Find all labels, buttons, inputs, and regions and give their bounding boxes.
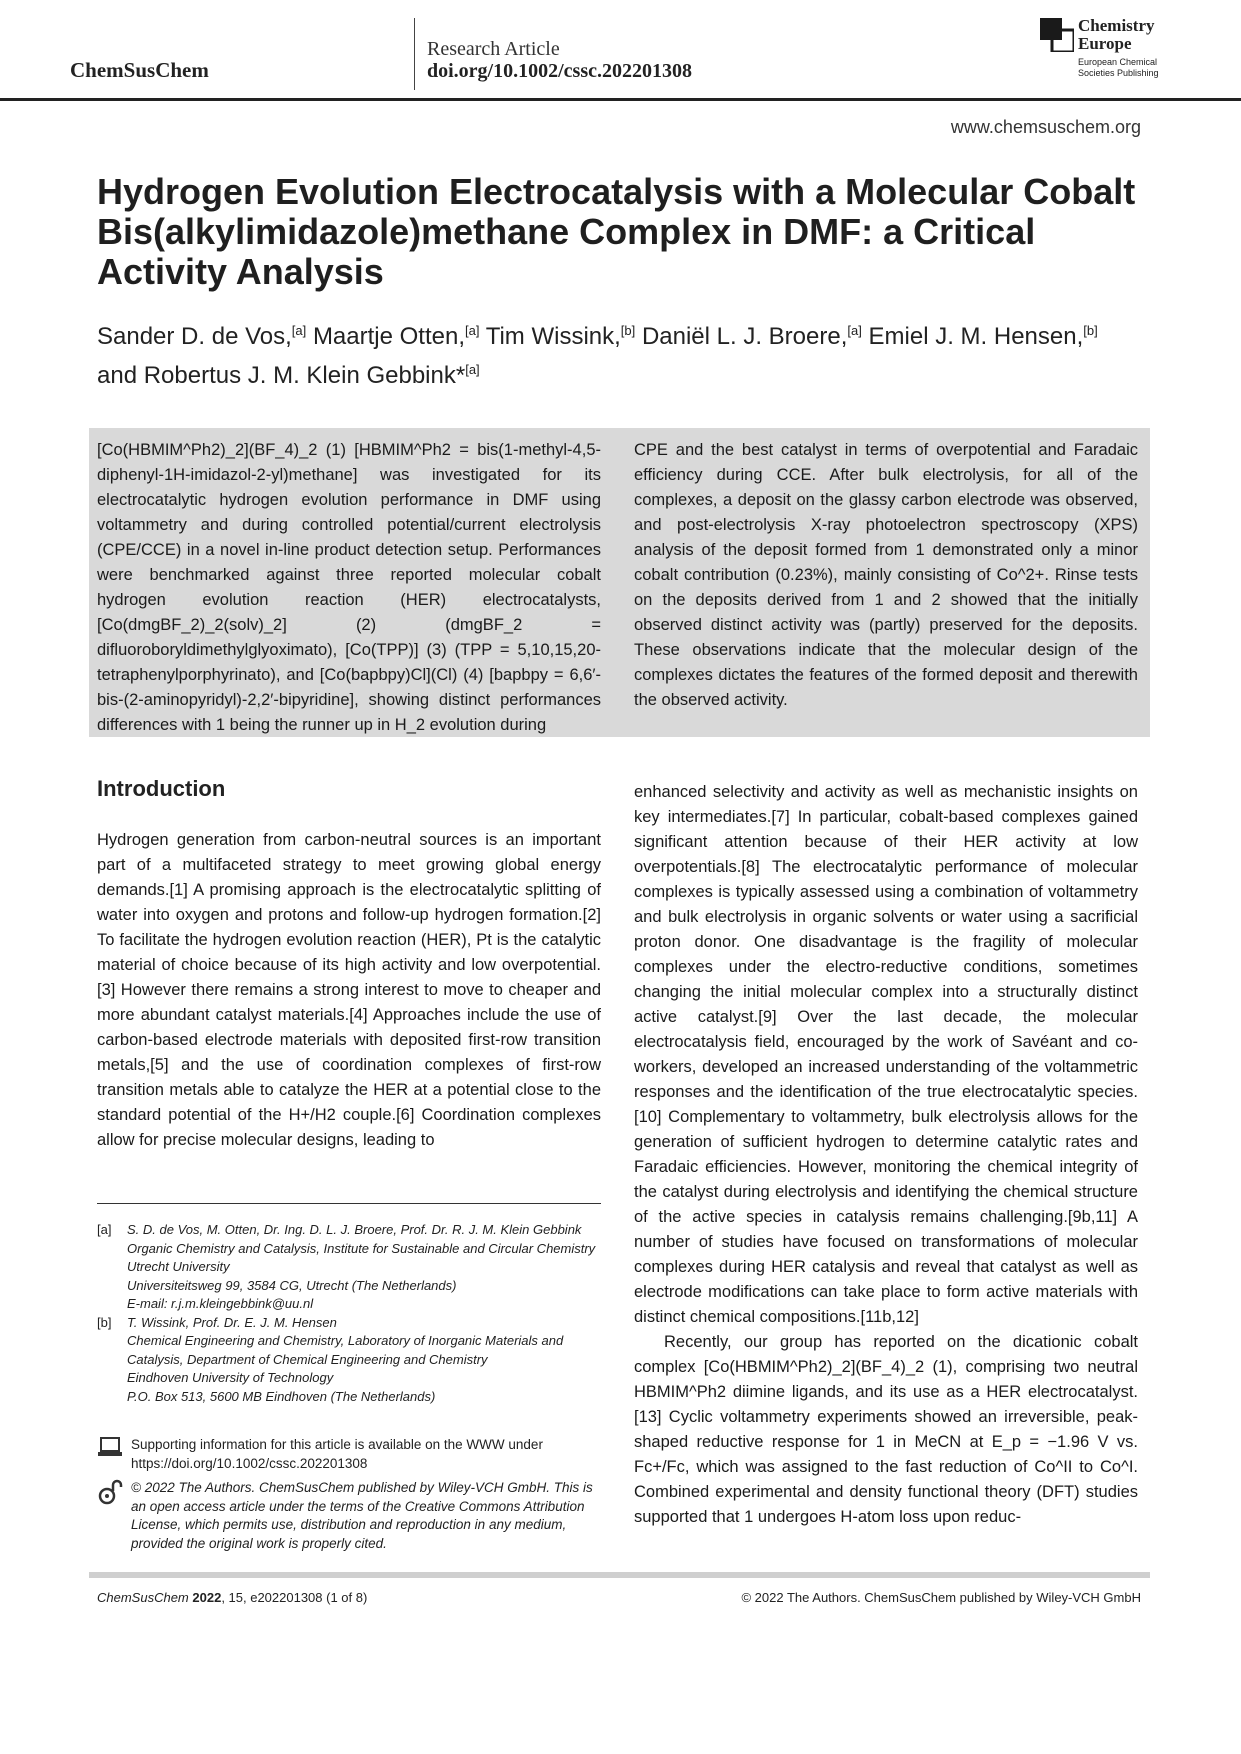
article-type: Research Article [427,38,560,60]
header-divider [414,18,415,90]
introduction-paragraph: enhanced selectivity and activity as well as mechanistic insights on key intermediates.[7] In particular, cobalt-based complexes gained significant attention because of their HER activity at low overpotentials.[8] The electrocatalytic performance of molecular complexes is typically assessed using a combination of voltammetry and bulk electrolysis in organic solvents or water using a sacrificial proton donor. One disadvantage is the fragility of molecular complexes under the electro-reductive conditions, sometimes changing the initial molecular complex into a structurally distinct active catalyst.[9] Over the last decade, the molecular electrocatalysis field, encouraged by the work of Savéant and co-workers, developed an increased understanding of the voltammetric responses and the identification of the true electrocatalytic species.[10] Complementary to voltammetry, bulk electrolysis allows for the generation of sufficient hydrogen to determine catalytic rates and Faradaic efficiencies. However, monitoring the chemical integrity of the catalyst during electrolysis and identifying the chemical structure of the active species in catalysis remains challenging.[9b,11] A number of studies have focused on transformations of molecular complexes during HER catalysis and reveal that catalyst as well as electrode modifications can take place to form active materials with distinct chemical compositions.[11b,12] [634,783,1138,1326]
introduction-right-column [634,780,1138,1530]
affiliation-b: [b] T. Wissink, Prof. Dr. E. J. M. Hensen Chemical Engineering and Chemistry, Laboratory of Inorganic Materials and Catalysis, Department of Chemical Engineering and Chemistry Eindhoven University of Technology P.O. Box 513, 5600 MB Eindhoven (The Netherlands) [97,1314,564,1404]
author: and Robertus J. M. Klein Gebbink*[a] [97,362,480,389]
logo-subtitle-line1: European Chemical [1078,57,1158,67]
corresponding-email[interactable]: E-mail: r.j.m.kleingebbink@uu.nl [127,1296,314,1311]
logo-title-line2: Europe [1078,34,1132,53]
introduction-heading: Introduction [97,776,226,801]
laptop-icon [97,1436,123,1458]
author: Daniël L. J. Broere,[a] [641,323,862,350]
site-url[interactable]: www.chemsuschem.org [950,117,1141,137]
logo-title-line1: Chemistry [1078,16,1155,35]
logo-subtitle-line2: Societies Publishing [1078,68,1159,78]
footnote-rule [97,1203,601,1204]
logo-subtitle [1078,57,1159,79]
introduction-left-column: Hydrogen generation from carbon-neutral sources is an important part of a multifaceted strategy to meet growing global energy demands.[1] A promising approach is the electrocatalytic splitting of water into oxygen and protons and follow-up hydrogen formation.[2] To facilitate the hydrogen evolution reaction (HER), Pt is the catalytic material of choice because of its high activity and low overpotential.[3] However there remains a strong interest to move to cheaper and more abundant catalyst materials.[4] Approaches include the use of carbon-based electrode materials with deposited first-row transition metals,[5] and the use of coordination complexes of first-row transition metals able to catalyze the HER at a potential close to the standard potential of the H+/H2 couple.[6] Coordination complexes allow for precise molecular designs, leading to [97,831,601,1149]
header-rule [0,98,1241,101]
footer-bar [89,1572,1150,1578]
author: Sander D. de Vos,[a] [97,323,307,350]
logo-title [1078,17,1154,53]
author-list [97,314,1157,392]
article-title: Hydrogen Evolution Electrocatalysis with a Molecular Cobalt Bis(alkylimidazole)methane Complex in DMF: a Critical Activity Analysis [97,171,1136,292]
license-note: © 2022 The Authors. ChemSusChem published by Wiley-VCH GmbH. This is an open access article under the terms of the Creative Commons Attribution License, which permits use, distribution and reproduction in any medium, provided the original work is properly cited. [97,1479,607,1553]
affiliations [97,1221,607,1406]
footer-copyright: © 2022 The Authors. ChemSusChem published by Wiley-VCH GmbH [741,1590,1141,1605]
author: Tim Wissink,[b] [485,323,636,350]
author: Emiel J. M. Hensen,[b] [868,323,1098,350]
abstract-left-column: [Co(HBMIM^Ph2)_2](BF_4)_2 (1) [HBMIM^Ph2 = bis(1-methyl-4,5-diphenyl-1H-imidazol-2-yl)methane] was investigated for its electrocatalytic hydrogen evolution performance in DMF using voltammetry and during controlled potential/current electrolysis (CPE/CCE) in a novel in-line product detection setup. Performances were benchmarked against three reported molecular cobalt hydrogen evolution reaction (HER) electrocatalysts, [Co(dmgBF_2)_2(solv)_2] (2) (dmgBF_2 = difluoroboryldimethylglyoximato), [Co(TPP)] (3) (TPP = 5,10,15,20-tetraphenylporphyrinato), and [Co(bapbpy)Cl](Cl) (4) [bapbpy = 6,6′-bis-(2-aminopyridyl)-2,2′-bipyridine], showing distinct performances differences with 1 being the runner up in H_2 evolution during [97,441,601,734]
author: Maartje Otten,[a] [312,323,480,350]
journal-name: ChemSusChem [70,58,209,82]
affiliation-a: [a] S. D. de Vos, M. Otten, Dr. Ing. D. L. J. Broere, Prof. Dr. R. J. M. Klein Gebbink Organic Chemistry and Catalysis, Institute for Sustainable and Circular Chemistry Utrecht University Universiteitsweg 99, 3584 CG, Utrecht (The Netherlands) E-mail: r.j.m.kleingebbink@uu.nl [97,1221,607,1314]
footer-citation: ChemSusChem 2022, 15, e202201308 (1 of 8) [97,1590,368,1605]
abstract-right-column: CPE and the best catalyst in terms of overpotential and Faradaic efficiency during CCE. After bulk electrolysis, for all of the complexes, a deposit on the glassy carbon electrode was observed, and post-electrolysis X-ray photoelectron spectroscopy (XPS) analysis of the deposit formed from 1 demonstrated only a minor cobalt contribution (0.23%), mainly consisting of Co^2+. Rinse tests on the deposits derived from 1 and 2 showed that the initially observed distinct activity was (partly) preserved for the deposits. These observations indicate that the molecular design of the complexes dictates the features of the formed deposit and therewith the observed activity. [634,441,1138,709]
open-access-icon [97,1479,123,1505]
doi-link[interactable]: doi.org/10.1002/cssc.202201308 [427,60,692,82]
introduction-paragraph: Recently, our group has reported on the dicationic cobalt complex [Co(HBMIM^Ph2)_2](BF_4)_2 (1), comprising two neutral HBMIM^Ph2 diimine ligands, and its use as a HER electrocatalyst.[13] Cyclic voltammetry experiments showed an irreversible, peak-shaped reductive response for 1 in MeCN at E_p = −1.96 V vs. Fc+/Fc, which was assigned to the fast reduction of Co^II to Co^I. Combined experimental and density functional theory (DFT) studies supported that 1 undergoes H-atom loss upon reduc- [634,1333,1138,1526]
chemistry-europe-logo-icon [1040,18,1074,52]
supporting-info-note: Supporting information for this article is available on the WWW under https://doi.org/10.1002/cssc.202201308 [97,1436,607,1473]
